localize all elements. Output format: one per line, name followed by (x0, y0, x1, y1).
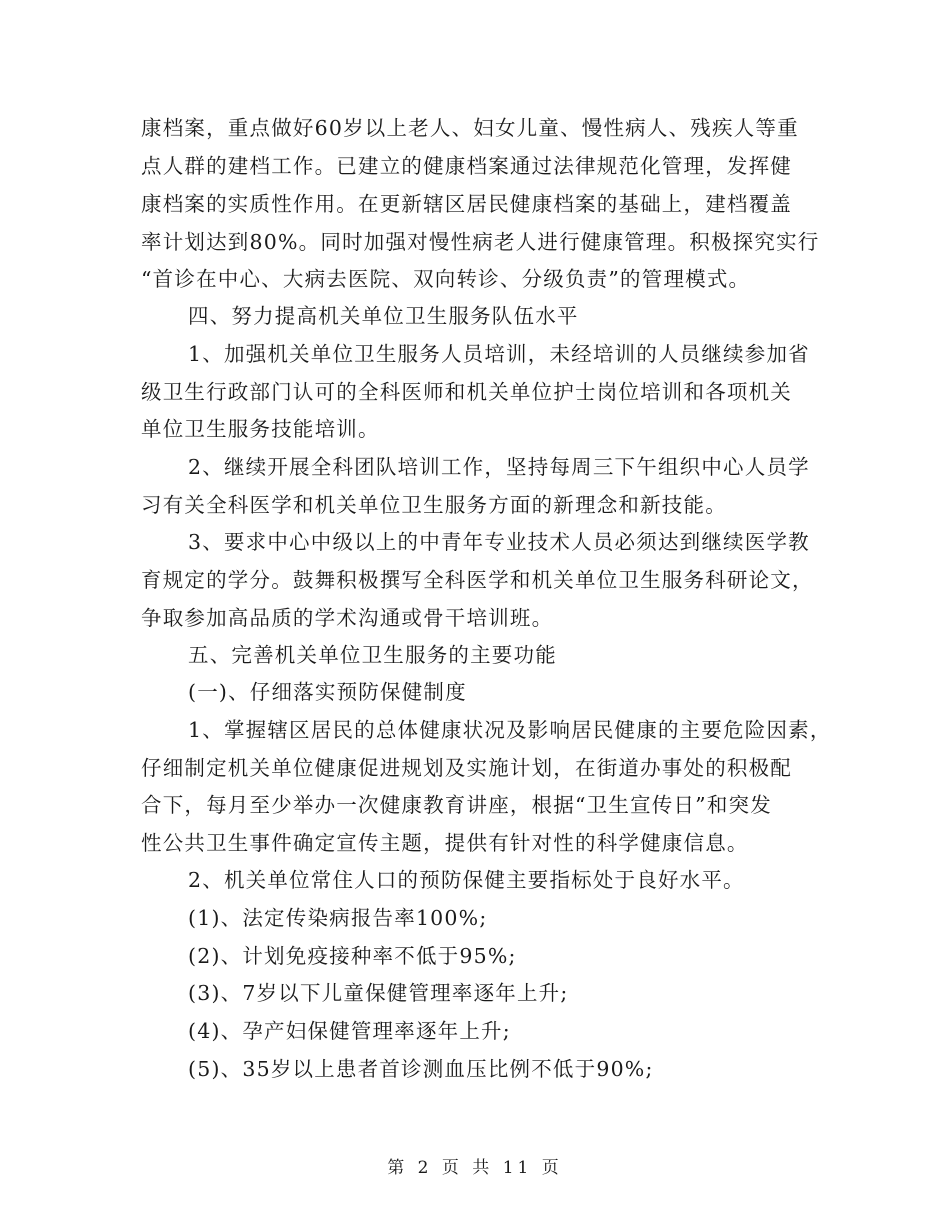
text-line: 性公共卫生事件确定宣传主题，提供有针对性的科学健康信息。 (141, 831, 749, 855)
text-line: 1、掌握辖区居民的总体健康状况及影响居民健康的主要危险因素， (188, 718, 832, 742)
text-line: 2、继续开展全科团队培训工作，坚持每周三下午组织中心人员学 (188, 455, 810, 479)
list-item: (1)、法定传染病报告率100%; (188, 906, 488, 930)
text-line: 1、加强机关单位卫生服务人员培训，未经培训的人员继续参加省 (188, 342, 810, 366)
list-item: (4)、孕产妇保健管理率逐年上升; (188, 1019, 511, 1043)
list-item: (3)、7岁以下儿童保健管理率逐年上升; (188, 981, 569, 1005)
section-heading: 五、完善机关单位卫生服务的主要功能 (188, 643, 557, 667)
text-line: 仔细制定机关单位健康促进规划及实施计划，在街道办事处的积极配 (141, 756, 792, 780)
subsection-heading: (一)、仔细落实预防保健制度 (188, 680, 467, 704)
text-line: 3、要求中心中级以上的中青年专业技术人员必须达到继续医学教 (188, 530, 810, 554)
text-line: 级卫生行政部门认可的全科医师和机关单位护士岗位培训和各项机关 (141, 380, 792, 404)
text-line: 习有关全科医学和机关单位卫生服务方面的新理念和新技能。 (141, 493, 727, 517)
text-line: 争取参加高品质的学术沟通或骨干培训班。 (141, 606, 554, 630)
text-line: 率计划达到80%。同时加强对慢性病老人进行健康管理。积极探究实行 (141, 230, 820, 254)
text-line: 2、机关单位常住人口的预防保健主要指标处于良好水平。 (188, 868, 745, 892)
text-line: 点人群的建档工作。已建立的健康档案通过法律规范化管理，发挥健 (141, 154, 792, 178)
text-line: 单位卫生服务技能培训。 (141, 417, 380, 441)
text-line: 康档案，重点做好60岁以上老人、妇女儿童、慢性病人、残疾人等重 (141, 116, 799, 140)
section-heading: 四、努力提高机关单位卫生服务队伍水平 (188, 304, 579, 328)
text-line: 合下，每月至少举办一次健康教育讲座，根据“卫生宣传日”和突发 (141, 793, 772, 817)
text-line: “首诊在中心、大病去医院、双向转诊、分级负责”的管理模式。 (141, 267, 751, 291)
page-number-footer: 第 2 页 共 11 页 (387, 1158, 563, 1178)
text-line: 育规定的学分。鼓舞积极撰写全科医学和机关单位卫生服务科研论文， (141, 568, 814, 592)
text-line: 康档案的实质性作用。在更新辖区居民健康档案的基础上，建档覆盖 (141, 192, 792, 216)
list-item: (2)、计划免疫接种率不低于95%; (188, 944, 517, 968)
list-item: (5)、35岁以上患者首诊测血压比例不低于90%; (188, 1057, 654, 1081)
